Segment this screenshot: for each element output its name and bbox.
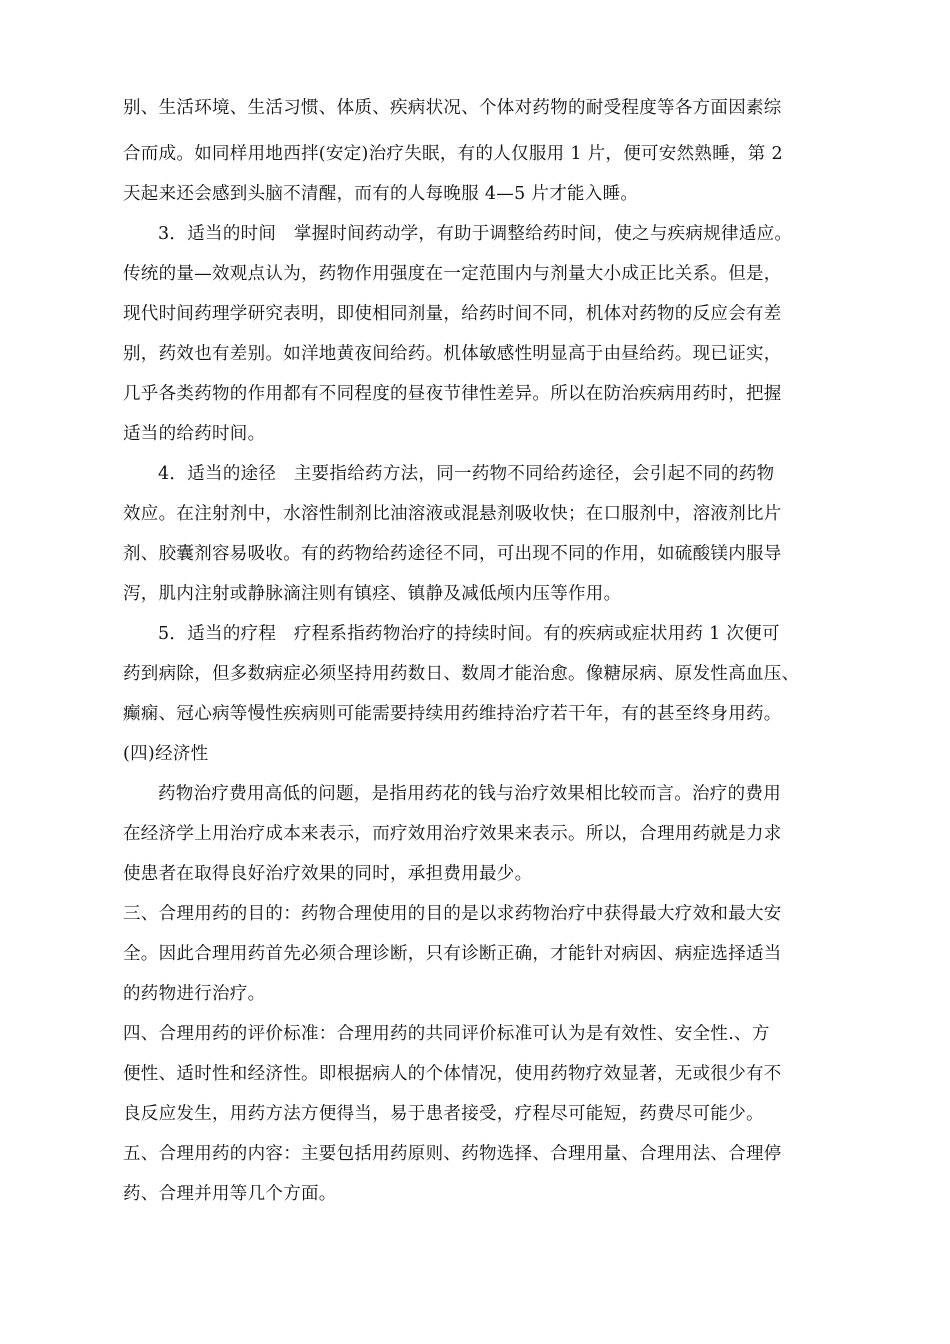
text-line: 药到病除，但多数病症必须坚持用药数日、数周才能治愈。像糖尿病、原发性高血压、 xyxy=(123,664,800,684)
text-line: 三、合理用药的目的：药物合理使用的目的是以求药物治疗中获得最大疗效和最大安 xyxy=(123,904,782,924)
text-line: 便性、适时性和经济性。即根据病人的个体情况，使用药物疗效显著，无或很少有不 xyxy=(123,1064,782,1084)
text-line: 4．适当的途径 主要指给药方法，同一药物不同给药途径，会引起不同的药物 xyxy=(158,464,775,484)
text-line: 传统的量—效观点认为，药物作用强度在一定范围内与剂量大小成正比关系。但是， xyxy=(123,264,782,284)
text-line: 效应。在注射剂中，水溶性制剂比油溶液或混悬剂吸收快；在口服剂中，溶液剂比片 xyxy=(123,504,782,524)
text-line: 药物治疗费用高低的问题，是指用药花的钱与治疗效果相比较而言。治疗的费用 xyxy=(158,784,781,804)
text-line: 几乎各类药物的作用都有不同程度的昼夜节律性差异。所以在防治疾病用药时，把握 xyxy=(123,384,782,404)
text-line: 癫痫、冠心病等慢性疾病则可能需要持续用药维持治疗若干年，有的甚至终身用药。 xyxy=(123,704,782,724)
text-line: 现代时间药理学研究表明，即使相同剂量，给药时间不同，机体对药物的反应会有差 xyxy=(123,304,782,324)
text-line: 合而成。如同样用地西拌(安定)治疗失眠，有的人仅服用 1 片，便可安然熟睡，第 2 xyxy=(123,144,783,164)
text-line: 适当的给药时间。 xyxy=(123,424,266,444)
text-line: 全。因此合理用药首先必须合理诊断，只有诊断正确，才能针对病因、病症选择适当 xyxy=(123,944,782,964)
text-line: 别、生活环境、生活习惯、体质、疾病状况、个体对药物的耐受程度等各方面因素综 xyxy=(123,98,782,118)
text-line: 剂、胶囊剂容易吸收。有的药物给药途径不同，可出现不同的作用，如硫酸镁内服导 xyxy=(123,544,782,564)
section-heading: (四)经济性 xyxy=(123,744,209,764)
text-line: 药、合理并用等几个方面。 xyxy=(123,1184,337,1204)
text-line: 四、合理用药的评价标准：合理用药的共同评价标准可认为是有效性、安全性.、方 xyxy=(123,1024,770,1044)
text-line: 5．适当的疗程 疗程系指药物治疗的持续时间。有的疾病或症状用药 1 次便可 xyxy=(158,624,780,644)
text-line: 五、合理用药的内容：主要包括用药原则、药物选择、合理用量、合理用法、合理停 xyxy=(123,1144,782,1164)
text-line: 良反应发生，用药方法方便得当，易于患者接受，疗程尽可能短，药费尽可能少。 xyxy=(123,1104,764,1124)
text-line: 使患者在取得良好治疗效果的同时，承担费用最少。 xyxy=(123,864,533,884)
text-line: 泻，肌内注射或静脉滴注则有镇痉、镇静及减低颅内压等作用。 xyxy=(123,584,622,604)
text-line: 别，药效也有差别。如洋地黄夜间给药。机体敏感性明显高于由昼给药。现已证实， xyxy=(123,344,782,364)
text-line: 在经济学上用治疗成本来表示，而疗效用治疗效果来表示。所以，合理用药就是力求 xyxy=(123,824,782,844)
text-line: 3．适当的时间 掌握时间药动学，有助于调整给药时间，使之与疾病规律适应。 xyxy=(158,224,793,244)
text-line: 的药物进行治疗。 xyxy=(123,984,266,1004)
text-line: 天起来还会感到头脑不清醒，而有的人每晚服 4—5 片才能入睡。 xyxy=(123,184,639,204)
